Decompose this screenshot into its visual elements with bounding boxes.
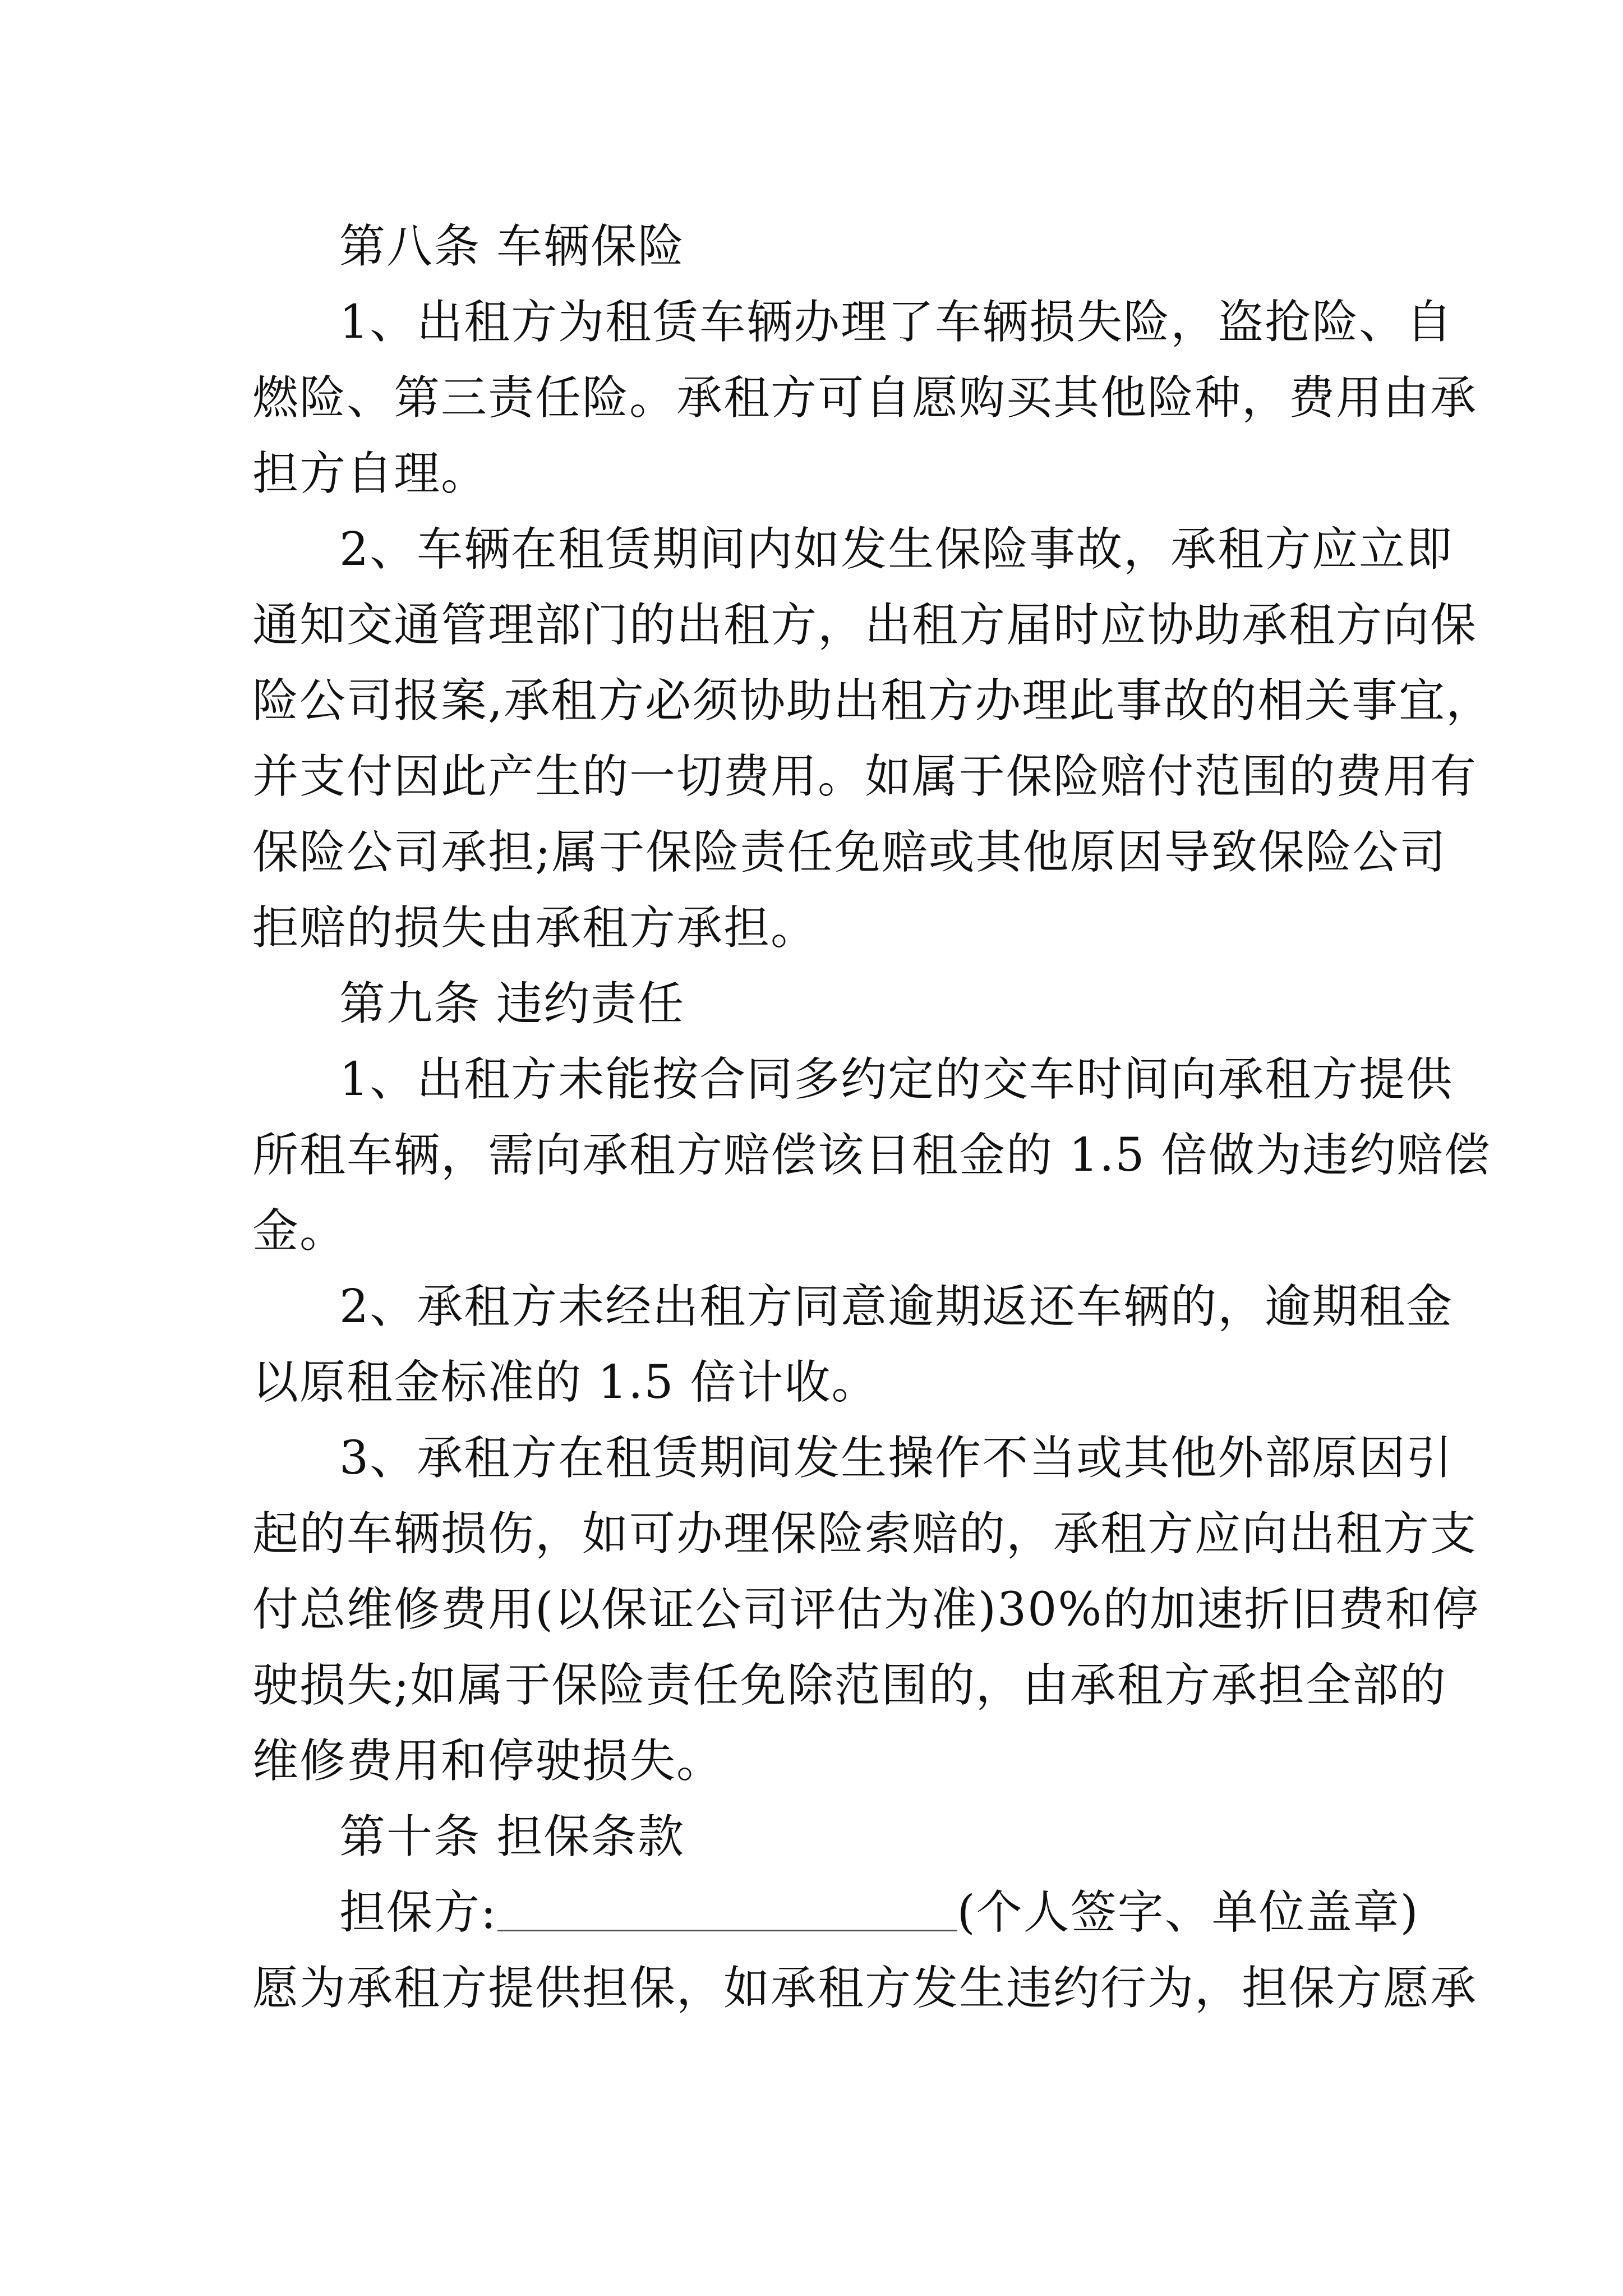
paragraph-line: 驶损失;如属于保险责任免除范围的，由承租方承担全部的 bbox=[252, 1659, 1447, 1712]
guarantor-label: 担保方: bbox=[339, 1886, 497, 1939]
paragraph-line: 2、承租方未经出租方同意逾期返还车辆的，逾期租金 bbox=[339, 1280, 1454, 1333]
paragraph-line: 2、车辆在租赁期间内如发生保险事故，承租方应立即 bbox=[339, 523, 1454, 576]
paragraph-line: 维修费用和停驶损失。 bbox=[252, 1734, 724, 1788]
article-9-heading: 第九条 违约责任 bbox=[339, 977, 685, 1030]
paragraph-line: 以原租金标准的 1.5 倍计收。 bbox=[252, 1356, 879, 1409]
guarantor-line bbox=[339, 1879, 1419, 1947]
guarantor-signature-blank[interactable] bbox=[497, 1885, 957, 1931]
paragraph-line: 3、承租方在租赁期间发生操作不当或其他外部原因引 bbox=[339, 1432, 1454, 1485]
article-8-heading: 第八条 车辆保险 bbox=[339, 220, 685, 273]
article-10-heading: 第十条 担保条款 bbox=[339, 1810, 685, 1864]
paragraph-line: 金。 bbox=[252, 1204, 347, 1258]
paragraph-line: 保险公司承担;属于保险责任免赔或其他原因导致保险公司 bbox=[252, 826, 1447, 879]
paragraph-line: 担方自理。 bbox=[252, 447, 488, 500]
paragraph-line: 拒赔的损失由承租方承担。 bbox=[252, 901, 818, 955]
paragraph-line: 燃险、第三责任险。承租方可自愿购买其他险种，费用由承 bbox=[252, 371, 1478, 425]
paragraph-line: 愿为承租方提供担保，如承租方发生违约行为，担保方愿承 bbox=[252, 1962, 1478, 2015]
paragraph-line: 并支付因此产生的一切费用。如属于保险赔付范围的费用有 bbox=[252, 750, 1478, 803]
paragraph-line: 险公司报案,承租方必须协助出租方办理此事故的相关事宜， bbox=[252, 674, 1493, 728]
paragraph-line: 起的车辆损伤，如可办理保险索赔的，承租方应向出租方支 bbox=[252, 1507, 1478, 1561]
guarantor-suffix: (个人签字、单位盖章) bbox=[957, 1886, 1419, 1939]
paragraph-line: 所租车辆，需向承租方赔偿该日租金的 1.5 倍做为违约赔偿 bbox=[252, 1129, 1491, 1182]
paragraph-line: 通知交通管理部门的出租方，出租方届时应协助承租方向保 bbox=[252, 599, 1478, 652]
paragraph-line: 1、出租方为租赁车辆办理了车辆损失险，盗抢险、自 bbox=[339, 296, 1454, 349]
paragraph-line: 1、出租方未能按合同多约定的交车时间向承租方提供 bbox=[339, 1053, 1454, 1106]
paragraph-line: 付总维修费用(以保证公司评估为准)30%的加速折旧费和停 bbox=[252, 1583, 1480, 1636]
